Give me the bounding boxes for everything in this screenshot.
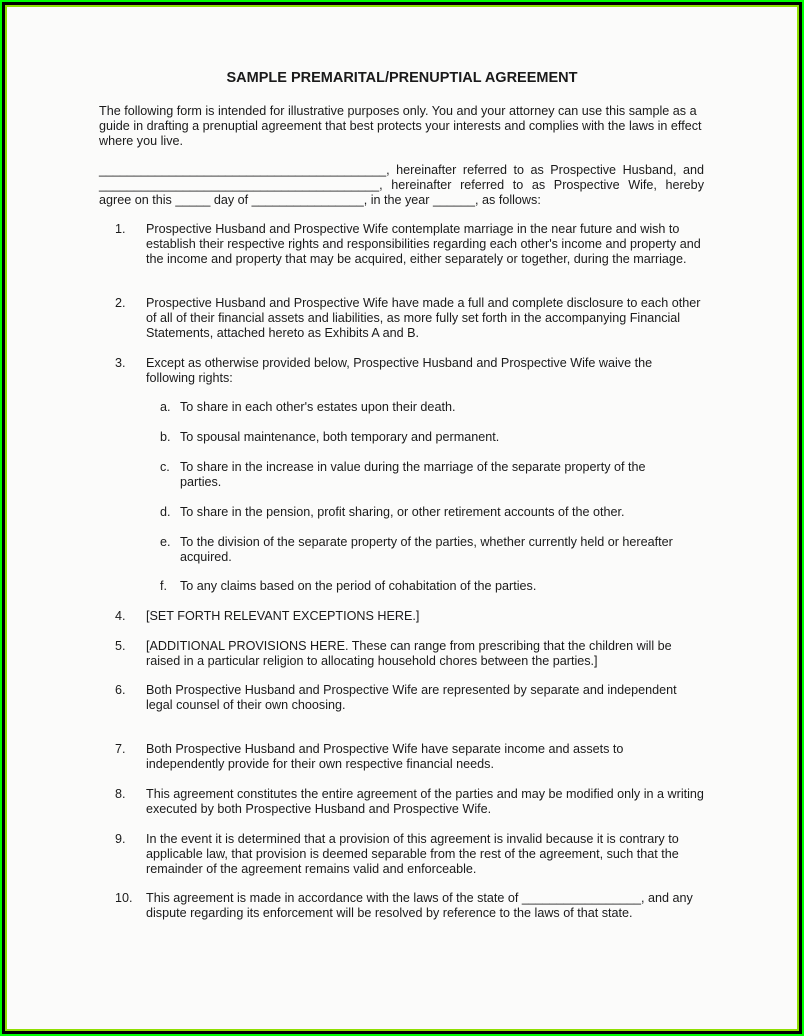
clause-number: 5. xyxy=(115,639,126,653)
clause-text: Prospective Husband and Prospective Wife have made a full and complete disclosure to each other of all of their financial assets and liabilities, as more fully set forth in the accompanying Financial Statements, attached hereto as Exhibits A and B. xyxy=(146,296,701,340)
clause-3 xyxy=(99,356,704,386)
subclause-f xyxy=(160,579,690,594)
clause-number: 2. xyxy=(115,296,126,310)
intro-paragraph: The following form is intended for illustrative purposes only. You and your attorney can use this sample as a guide in drafting a prenuptial agreement that best protects your interests and complies with the laws in effect where you live. xyxy=(99,104,702,148)
subclause-a xyxy=(160,400,690,415)
subclause-text: To share in the increase in value during the marriage of the separate property of the parties. xyxy=(180,460,646,489)
subclause-d xyxy=(160,505,690,520)
clause-number: 6. xyxy=(115,683,126,697)
clause-text: [ADDITIONAL PROVISIONS HERE. These can range from prescribing that the children will be raised in a particular religion to allocating household chores between the parties.] xyxy=(146,639,672,668)
clause-number: 4. xyxy=(115,609,126,623)
clause-1 xyxy=(99,222,704,267)
subclause-letter: a. xyxy=(160,400,171,414)
clause-5 xyxy=(99,639,704,669)
clause-text: Both Prospective Husband and Prospective Wife are represented by separate and independent legal counsel of their own choosing. xyxy=(146,683,677,712)
document-title: SAMPLE PREMARITAL/PRENUPTIAL AGREEMENT xyxy=(226,70,578,86)
subclause-e xyxy=(160,535,690,565)
subclause-text: To share in each other's estates upon their death. xyxy=(180,400,456,414)
clause-10 xyxy=(99,891,704,921)
subclause-text: To spousal maintenance, both temporary and permanent. xyxy=(180,430,500,444)
clause-text: Both Prospective Husband and Prospective Wife have separate income and assets to independently provide for their own respective financial needs. xyxy=(146,742,624,771)
parties-line-1: _________________________________________, hereinafter referred to as Prospective Husband, and xyxy=(99,163,704,177)
clause-text: This agreement constitutes the entire agreement of the parties and may be modified only in a writing executed by both Prospective Husband and Prospective Wife. xyxy=(146,787,704,816)
clause-text: Prospective Husband and Prospective Wife contemplate marriage in the near future and wish to establish their respective rights and responsibilities regarding each other's income and property and the income and property that may be acquired, either separately or together, during the marriage. xyxy=(146,222,701,266)
subclause-letter: b. xyxy=(160,430,171,444)
subclause-letter: c. xyxy=(160,460,170,474)
clause-6 xyxy=(99,683,704,713)
subclause-b xyxy=(160,430,690,445)
clause-number: 9. xyxy=(115,832,126,846)
clause-4 xyxy=(99,609,704,624)
clause-text: This agreement is made in accordance with the laws of the state of _________________, and any dispute regarding its enforcement will be resolved by reference to the laws of that state. xyxy=(146,891,693,920)
subclause-text: To the division of the separate property of the parties, whether currently held or hereafter acquired. xyxy=(180,535,673,564)
subclause-letter: f. xyxy=(160,579,167,593)
subclause-text: To share in the pension, profit sharing, or other retirement accounts of the other. xyxy=(180,505,625,519)
clause-number: 10. xyxy=(115,891,133,905)
clause-8 xyxy=(99,787,704,817)
clause-number: 3. xyxy=(115,356,126,370)
subclause-letter: e. xyxy=(160,535,171,549)
subclause-text: To any claims based on the period of cohabitation of the parties. xyxy=(180,579,537,593)
clause-9 xyxy=(99,832,704,877)
clause-number: 7. xyxy=(115,742,126,756)
parties-line-3: agree on this _____ day of ________________, in the year ______, as follows: xyxy=(99,193,541,207)
clause-7 xyxy=(99,742,704,772)
parties-line-2: ________________________________________, hereinafter referred to as Prospective Wife, hereby xyxy=(99,178,704,192)
clause-number: 8. xyxy=(115,787,126,801)
clause-text: Except as otherwise provided below, Prospective Husband and Prospective Wife waive the following rights: xyxy=(146,356,653,385)
clause-number: 1. xyxy=(115,222,126,236)
clause-text: In the event it is determined that a provision of this agreement is invalid because it is contrary to applicable law, that provision is deemed separable from the rest of the agreement, such that the remainder of the agreement remains valid and enforceable. xyxy=(146,832,679,876)
clause-2 xyxy=(99,296,704,341)
subclause-letter: d. xyxy=(160,505,171,519)
clause-text: [SET FORTH RELEVANT EXCEPTIONS HERE.] xyxy=(146,609,420,623)
subclause-c xyxy=(160,460,690,490)
